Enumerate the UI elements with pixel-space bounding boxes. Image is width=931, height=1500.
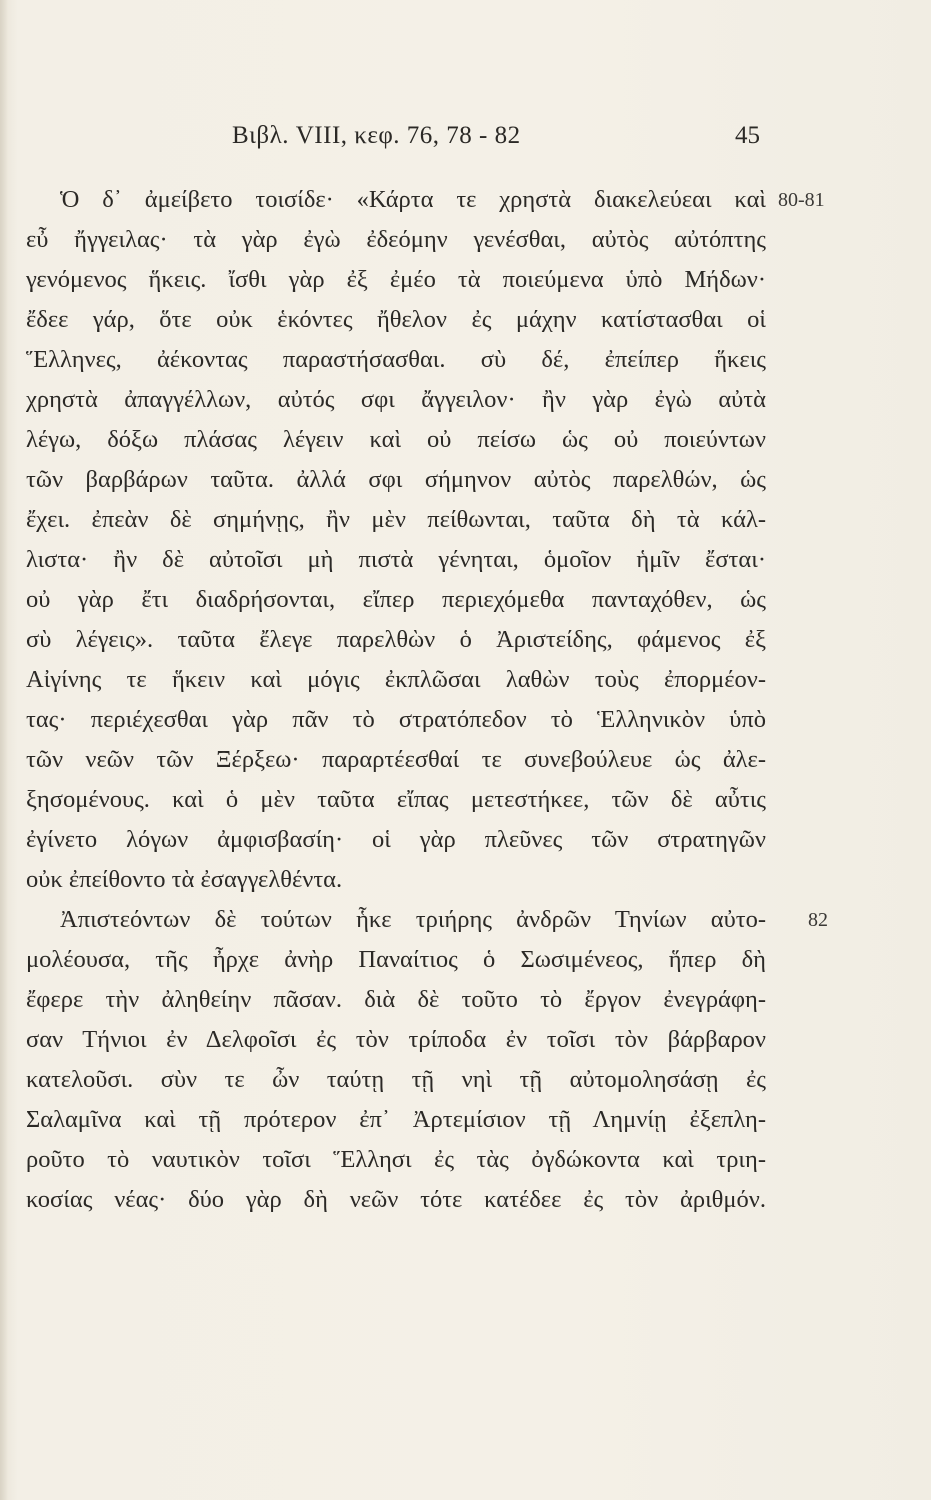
text-line: σὺ λέγεις». ταῦτα ἔλεγε παρελθὼν ὁ Ἀριστείδης, φάμενος ἐξ xyxy=(26,626,766,653)
text-line: Ἀπιστεόντων δὲ τούτων ἧκε τριήρης ἀνδρῶν Τηνίων αὐτο- xyxy=(60,906,766,933)
text-line: ροῦτο τὸ ναυτικὸν τοῖσι Ἕλλησι ἐς τὰς ὀγδώκοντα καὶ τριη- xyxy=(26,1146,766,1173)
text-line: κατελοῦσι. σὺν τε ὦν ταύτῃ τῇ νηὶ τῇ αὐτομολησάσῃ ἐς xyxy=(26,1066,766,1093)
text-line: ἔχει. ἐπεὰν δὲ σημήνῃς, ἢν μὲν πείθωνται, ταῦτα δὴ τὰ κάλ- xyxy=(26,506,766,533)
text-line: ἔφερε τὴν ἀληθείην πᾶσαν. διὰ δὲ τοῦτο τὸ ἔργον ἐνεγράφη- xyxy=(26,986,766,1013)
text-line: λέγω, δόξω πλάσας λέγειν καὶ οὐ πείσω ὡς οὐ ποιεύντων xyxy=(26,426,766,453)
margin-chapter-note: 80-81 xyxy=(778,189,825,211)
margin-chapter-note: 82 xyxy=(808,909,828,931)
running-head xyxy=(0,120,931,156)
text-line: τῶν νεῶν τῶν Ξέρξεω· παραρτέεσθαί τε συνεβούλευε ὡς ἀλε- xyxy=(26,746,766,773)
text-line: οὐκ ἐπείθοντο τὰ ἐσαγγελθέντα. xyxy=(26,866,343,893)
text-line: Ἕλληνες, ἀέκοντας παραστήσασθαι. σὺ δέ, ἐπείπερ ἥκεις xyxy=(26,346,766,373)
text-line: σαν Τήνιοι ἐν Δελφοῖσι ἐς τὸν τρίποδα ἐν τοῖσι τὸν βάρβαρον xyxy=(26,1026,766,1053)
text-line: εὖ ἤγγειλας· τὰ γὰρ ἐγὼ ἐδεόμην γενέσθαι, αὐτὸς αὐτόπτης xyxy=(26,226,766,253)
text-line: τῶν βαρβάρων ταῦτα. ἀλλά σφι σήμηνον αὐτὸς παρελθών, ὡς xyxy=(26,466,766,493)
text-line: μολέουσα, τῆς ἦρχε ἀνὴρ Παναίτιος ὁ Σωσιμένεος, ἥπερ δὴ xyxy=(26,946,766,973)
text-line: Σαλαμῖνα καὶ τῇ πρότερον ἐπ᾽ Ἀρτεμίσιον τῇ Λημνίῃ ἐξεπλη- xyxy=(26,1106,766,1133)
running-head-title: Βιβλ. VIII, κεφ. 76, 78 - 82 xyxy=(232,122,521,149)
page-edge-shadow xyxy=(0,0,8,1500)
page-number: 45 xyxy=(735,122,760,149)
text-line: κοσίας νέας· δύο γὰρ δὴ νεῶν τότε κατέδεε ἐς τὸν ἀριθμόν. xyxy=(26,1186,766,1213)
text-line: οὐ γὰρ ἔτι διαδρήσονται, εἴπερ περιεχόμεθα πανταχόθεν, ὡς xyxy=(26,586,766,613)
text-line: τας· περιέχεσθαι γὰρ πᾶν τὸ στρατόπεδον τὸ Ἑλληνικὸν ὑπὸ xyxy=(26,706,766,733)
text-line: λιστα· ἢν δὲ αὐτοῖσι μὴ πιστὰ γένηται, ὁμοῖον ἡμῖν ἔσται· xyxy=(26,546,766,573)
text-line: Ὁ δ᾽ ἀμείβετο τοισίδε· «Κάρτα τε χρηστὰ διακελεύεαι καὶ xyxy=(60,186,766,213)
text-line: ξησομένους. καὶ ὁ μὲν ταῦτα εἴπας μετεστήκεε, τῶν δὲ αὖτις xyxy=(26,786,766,813)
text-line: ἔδεε γάρ, ὅτε οὐκ ἑκόντες ἤθελον ἐς μάχην κατίστασθαι οἱ xyxy=(26,306,766,333)
text-line: ἐγίνετο λόγων ἀμφισβασίη· οἱ γὰρ πλεῦνες τῶν στρατηγῶν xyxy=(26,826,766,853)
text-line: χρηστὰ ἀπαγγέλλων, αὐτός σφι ἄγγειλον· ἢν γὰρ ἐγὼ αὐτὰ xyxy=(26,386,766,413)
text-line: γενόμενος ἥκεις. ἴσθι γὰρ ἐξ ἐμέο τὰ ποιεύμενα ὑπὸ Μήδων· xyxy=(26,266,766,293)
text-line: Αἰγίνης τε ἥκειν καὶ μόγις ἐκπλῶσαι λαθὼν τοὺς ἐπορμέον- xyxy=(26,666,766,693)
